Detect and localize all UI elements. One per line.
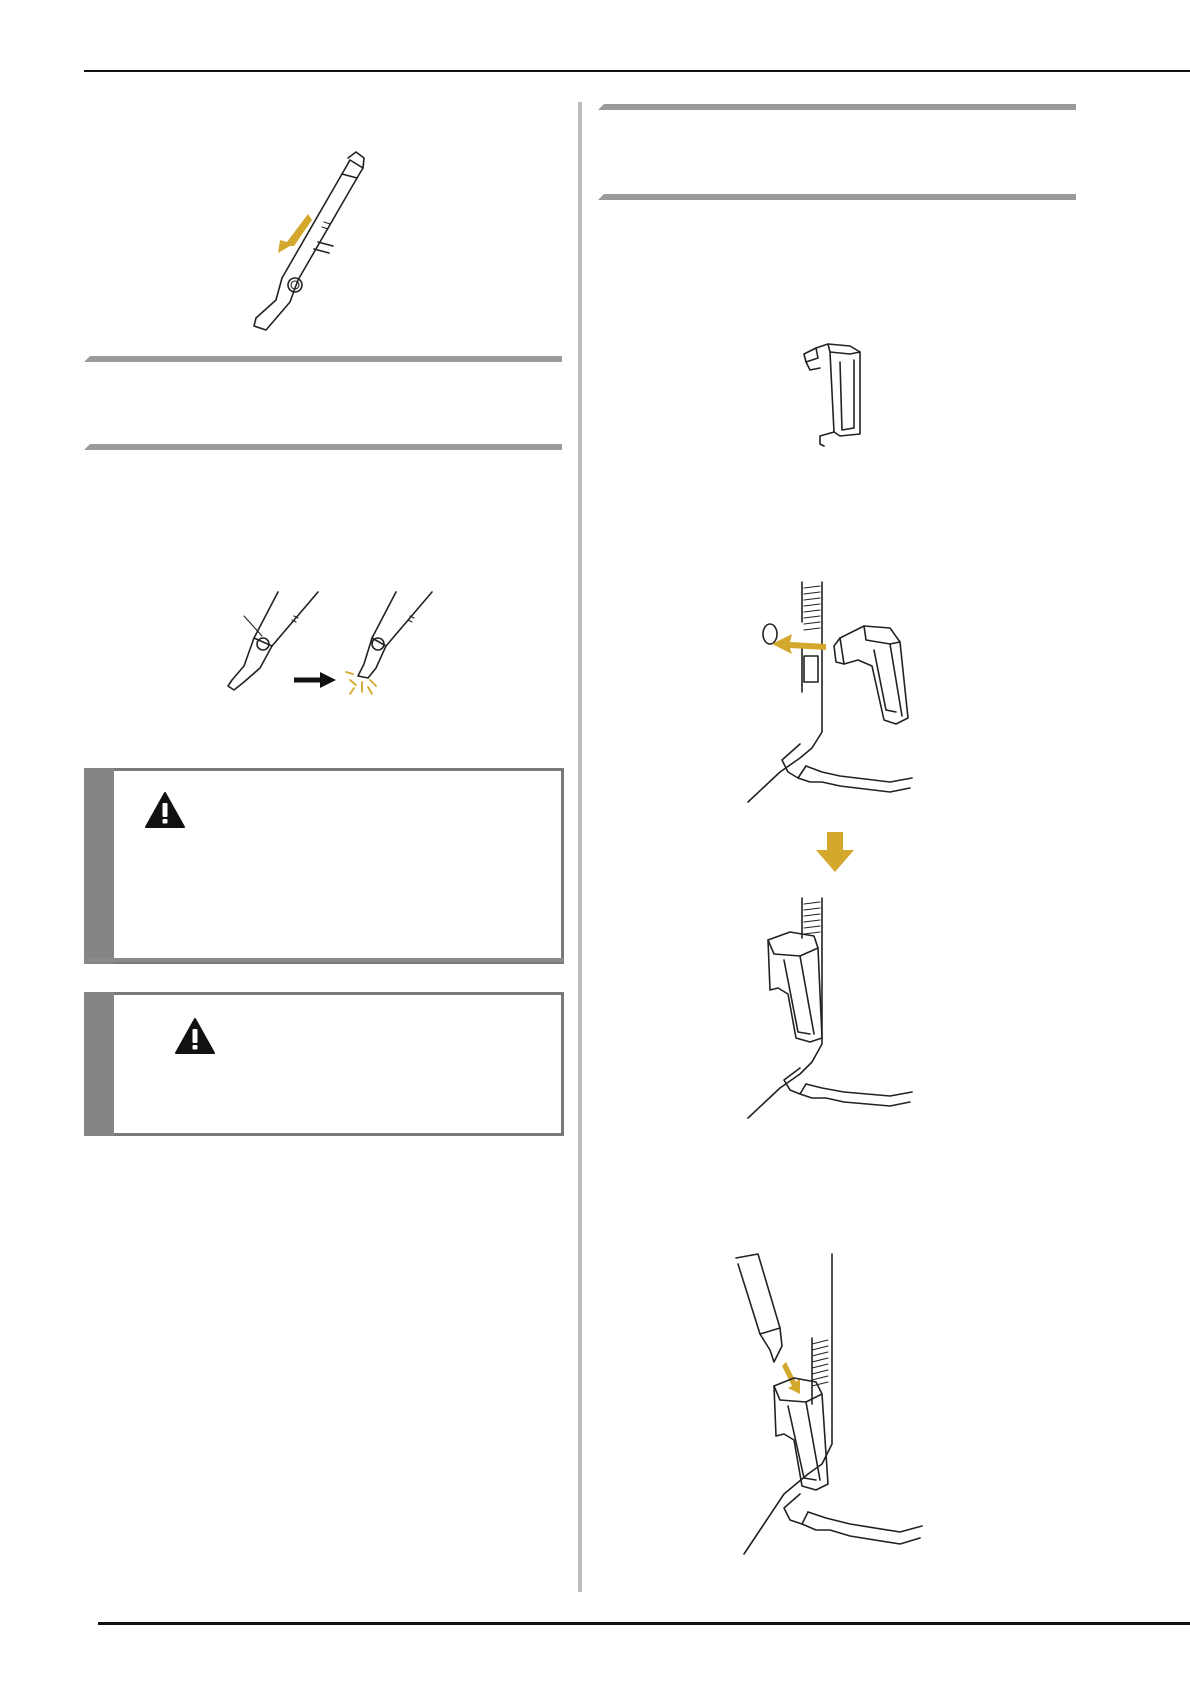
touch-pen-cap-removal-illustration: [238, 150, 398, 335]
warning-box-1-underline: [84, 958, 564, 962]
pen-in-holder-illustration: [730, 1254, 930, 1554]
column-divider: [578, 102, 582, 1592]
attach-pen-holder-illustration: [740, 582, 920, 802]
warning-triangle-icon: [174, 1017, 216, 1055]
section-heading-bottom-bar: [84, 444, 562, 450]
header-rule: [84, 70, 1190, 72]
footer-rule: [98, 1622, 1190, 1625]
touch-pen-holder-illustration: [800, 340, 870, 450]
touch-pen-tip-illustration: [226, 588, 446, 708]
warning-box-2-stripe: [84, 992, 114, 1136]
warning-triangle-icon: [144, 791, 186, 829]
arrow-down-icon: [816, 832, 854, 872]
warning-box-2: [114, 992, 564, 1136]
pen-holder-attached-illustration: [740, 898, 920, 1118]
right-section-heading-top-bar: [598, 104, 1076, 110]
warning-box-1-stripe: [84, 768, 114, 964]
section-heading-top-bar: [84, 356, 562, 362]
right-section-heading-bottom-bar: [598, 194, 1076, 200]
warning-box-1: [114, 768, 564, 964]
